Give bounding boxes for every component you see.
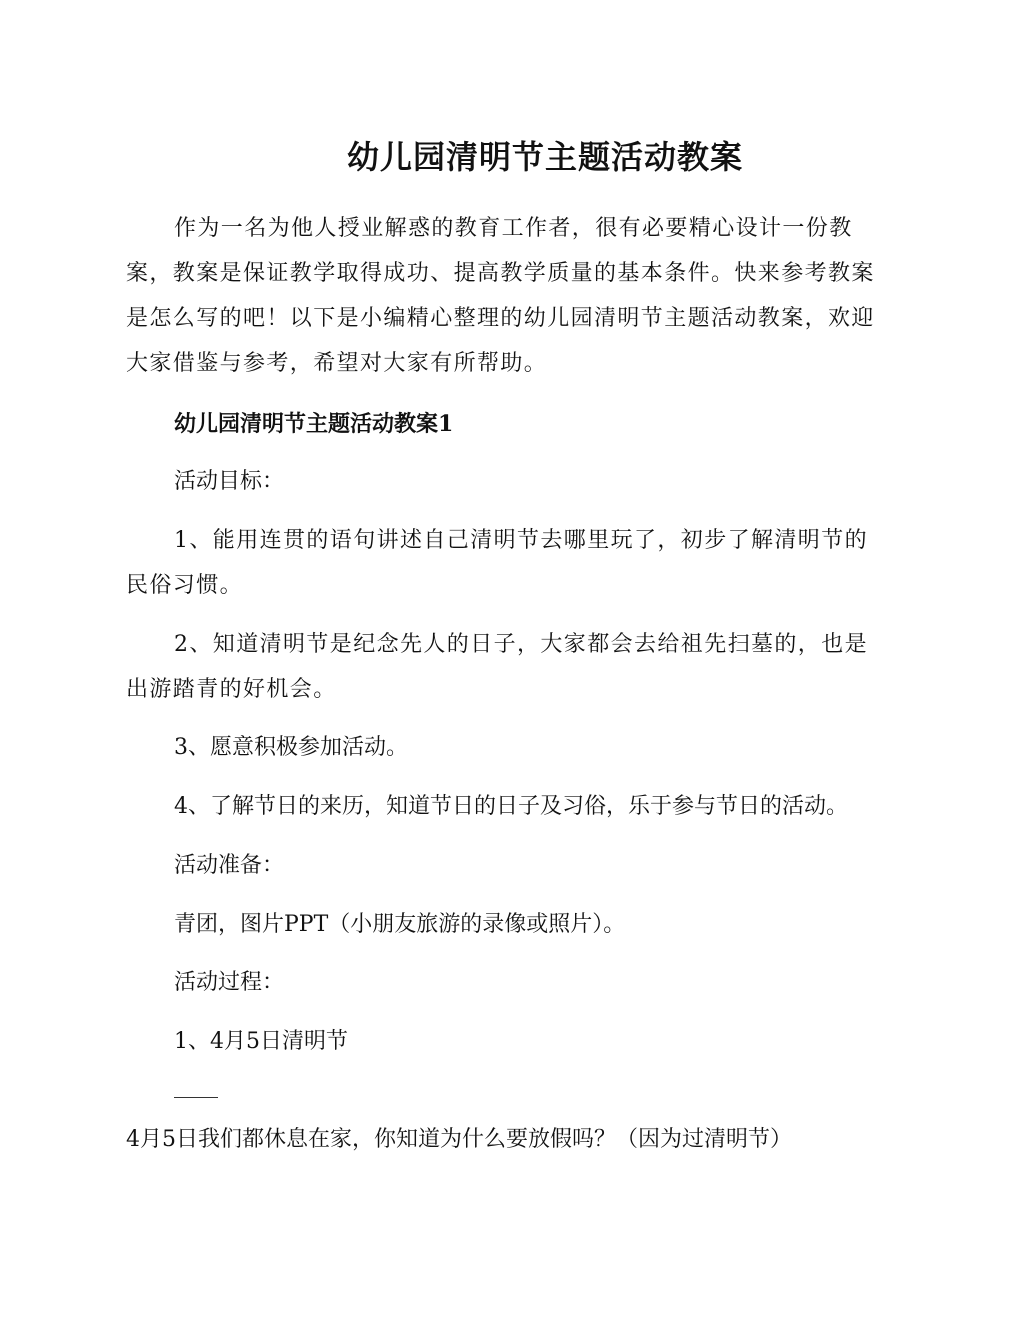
process-heading: 活动过程： [174, 970, 285, 995]
intro-paragraph: 作为一名为他人授业解惑的教育工作者，很有必要精心设计一份教案，教案是保证教学取得成功、提高教学质量的基本条件。快来参考教案是怎么写的吧！以下是小编精心整理的幼儿园清明节主题活动教案，欢迎大家借鉴与参考，希望对大家有所帮助。 [126, 216, 875, 376]
dash-divider [174, 1097, 218, 1098]
process-step-1: 1、4月5日清明节 [174, 1029, 348, 1054]
goal-item-3: 3、愿意积极参加活动。 [174, 735, 408, 760]
section-heading: 幼儿园清明节主题活动教案1 [174, 411, 454, 437]
question-text: 4月5日我们都休息在家，你知道为什么要放假吗？（因为过清明节） [126, 1127, 792, 1152]
goal-item-4: 4、了解节日的来历，知道节日的日子及习俗，乐于参与节日的活动。 [174, 794, 848, 819]
goal-item-1: 1、能用连贯的语句讲述自己清明节去哪里玩了，初步了解清明节的民俗习惯。 [126, 528, 868, 598]
prep-text: 青团，图片PPT（小朋友旅游的录像或照片）。 [174, 912, 626, 937]
document-title: 幼儿园清明节主题活动教案 [346, 138, 743, 176]
goal-item-2: 2、知道清明节是纪念先人的日子，大家都会去给祖先扫墓的，也是出游踏青的好机会。 [126, 632, 868, 702]
prep-heading: 活动准备： [174, 853, 285, 878]
goals-heading: 活动目标： [174, 469, 285, 494]
